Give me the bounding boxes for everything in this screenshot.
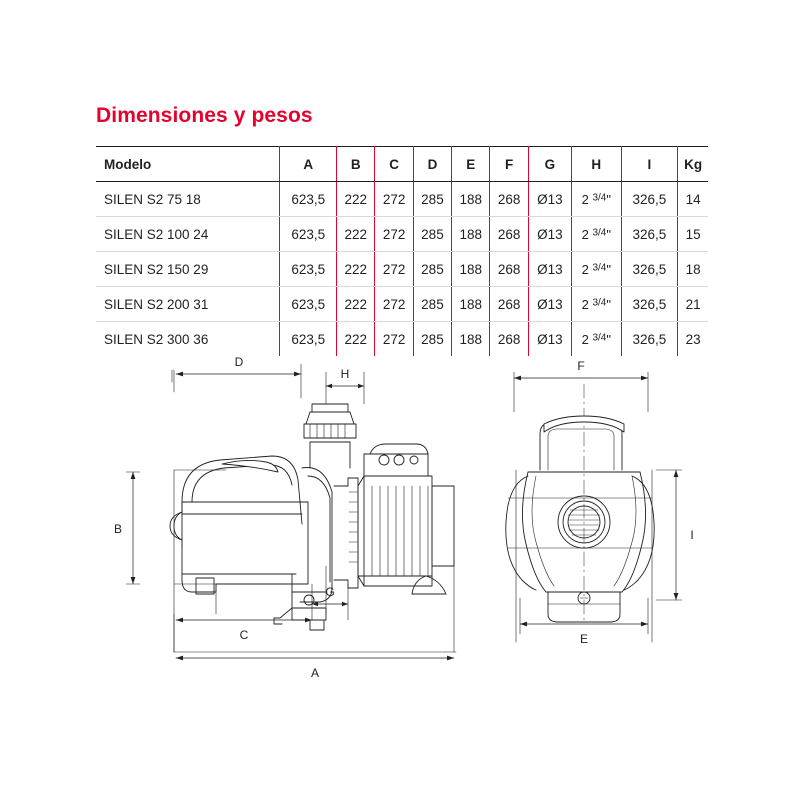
cell-h-numerator: 3 — [592, 332, 599, 343]
column-header-f: F — [490, 147, 528, 182]
cell-h: 2 $^{3/4}$" — [572, 322, 622, 357]
terminal-knob-2 — [394, 455, 404, 465]
label-g: G — [325, 585, 335, 599]
cell-modelo: SILEN S2 150 29 — [96, 252, 280, 287]
side-view-witness-lines — [172, 364, 456, 652]
cell-kg: 18 — [678, 252, 708, 287]
cell-b: 222 — [337, 182, 375, 217]
table-row — [96, 252, 708, 287]
cell-f: 268 — [490, 217, 528, 252]
cell-modelo: SILEN S2 300 36 — [96, 322, 280, 357]
cell-c: 272 — [375, 252, 413, 287]
lid-highlight — [222, 460, 278, 472]
front-wing-right — [624, 476, 654, 590]
cell-c: 272 — [375, 217, 413, 252]
column-header-a: A — [280, 147, 337, 182]
discharge-collar — [304, 424, 356, 438]
front-wing-left — [506, 476, 536, 590]
cell-h-unit: " — [606, 331, 611, 347]
cell-e: 188 — [452, 322, 490, 357]
cell-g: Ø13 — [528, 322, 571, 357]
cell-b: 222 — [337, 217, 375, 252]
cell-h-integer: 2 — [581, 296, 589, 312]
cell-h: 2 $^{3/4}$" — [572, 217, 622, 252]
cell-h-denominator: 4 — [600, 297, 607, 308]
cell-d: 285 — [413, 287, 451, 322]
label-f: F — [577, 359, 585, 373]
cell-h-integer: 2 — [581, 191, 589, 207]
cell-b: 222 — [337, 322, 375, 357]
dimensions-table — [96, 146, 708, 356]
cell-e: 188 — [452, 217, 490, 252]
discharge-outlet — [312, 404, 348, 412]
dimension-line-d — [176, 372, 301, 377]
cell-a: 623,5 — [280, 322, 337, 357]
cell-e: 188 — [452, 182, 490, 217]
cell-b: 222 — [337, 287, 375, 322]
motor-rear — [432, 486, 454, 566]
pump-body — [182, 502, 308, 592]
cell-modelo: SILEN S2 75 18 — [96, 182, 280, 217]
dimension-line-i — [674, 470, 679, 600]
column-header-e: E — [452, 147, 490, 182]
dimension-line-g — [312, 602, 348, 606]
cell-d: 285 — [413, 322, 451, 357]
cell-e: 188 — [452, 252, 490, 287]
cell-h: 2 $^{3/4}$" — [572, 252, 622, 287]
front-body-inner-left — [532, 476, 554, 586]
cell-h-integer: 2 — [581, 261, 589, 277]
lid-rim — [544, 416, 624, 432]
cell-i: 326,5 — [621, 217, 678, 252]
table-header-row — [96, 147, 708, 182]
adapter-ribs — [349, 492, 357, 562]
motor-foot — [412, 576, 446, 594]
terminal-knob-1 — [379, 455, 389, 465]
mounting-foot — [292, 608, 326, 620]
cell-c: 272 — [375, 322, 413, 357]
cell-a: 623,5 — [280, 252, 337, 287]
column-header-i: I — [621, 147, 678, 182]
table-row — [96, 322, 708, 357]
cell-g: Ø13 — [528, 252, 571, 287]
label-b: B — [113, 522, 123, 536]
cell-h-numerator: 3 — [592, 262, 599, 273]
cell-h-unit: " — [606, 261, 611, 277]
terminal-knob-3 — [410, 456, 418, 464]
volute-inner — [308, 476, 330, 582]
base-left — [274, 574, 292, 624]
column-header-b: B — [337, 147, 375, 182]
table-header — [96, 147, 708, 182]
technical-drawing — [96, 352, 708, 702]
terminal-box-lid — [370, 444, 428, 454]
cell-h-numerator: 3 — [592, 192, 599, 203]
cell-h-integer: 2 — [581, 331, 589, 347]
cell-h: 2 $^{3/4}$" — [572, 182, 622, 217]
cell-h-denominator: 4 — [600, 227, 607, 238]
discharge-neck — [310, 442, 350, 468]
front-body-inner-right — [614, 476, 636, 586]
cell-kg: 15 — [678, 217, 708, 252]
column-header-modelo: Modelo — [96, 147, 280, 182]
dimension-line-b — [126, 472, 140, 584]
label-i: I — [690, 528, 694, 542]
column-header-g: G — [528, 147, 571, 182]
cell-f: 268 — [490, 322, 528, 357]
lid-handle-left — [170, 502, 182, 548]
cell-i: 326,5 — [621, 252, 678, 287]
cell-g: Ø13 — [528, 217, 571, 252]
cell-modelo: SILEN S2 200 31 — [96, 287, 280, 322]
motor-housing — [358, 476, 432, 586]
dimension-line-h — [326, 384, 364, 388]
cell-kg: 14 — [678, 182, 708, 217]
column-header-c: C — [375, 147, 413, 182]
column-header-kg: Kg — [678, 147, 708, 182]
cell-modelo: SILEN S2 100 24 — [96, 217, 280, 252]
cell-h: 2 $^{3/4}$" — [572, 287, 622, 322]
cell-h-numerator: 3 — [592, 227, 599, 238]
cell-i: 326,5 — [621, 322, 678, 357]
label-d: D — [234, 355, 244, 369]
cell-g: Ø13 — [528, 287, 571, 322]
cell-h-denominator: 4 — [600, 332, 607, 343]
side-view — [126, 364, 456, 660]
cell-a: 623,5 — [280, 287, 337, 322]
cell-kg: 23 — [678, 322, 708, 357]
mounting-hole — [304, 595, 314, 605]
front-view — [506, 372, 682, 642]
cell-e: 188 — [452, 287, 490, 322]
lid-handle-inner — [174, 512, 182, 540]
cell-d: 285 — [413, 182, 451, 217]
cell-h-unit: " — [606, 296, 611, 312]
cell-h-integer: 2 — [581, 226, 589, 242]
label-a: A — [310, 666, 320, 680]
table-row — [96, 182, 708, 217]
cell-a: 623,5 — [280, 182, 337, 217]
label-h: H — [340, 367, 350, 381]
cell-h-numerator: 3 — [592, 297, 599, 308]
table-row — [96, 217, 708, 252]
foot-pad — [310, 620, 324, 630]
column-header-d: D — [413, 147, 451, 182]
collar-threads — [310, 424, 345, 438]
page-title: Dimensiones y pesos — [96, 104, 313, 127]
cell-h-denominator: 4 — [600, 192, 607, 203]
cell-c: 272 — [375, 287, 413, 322]
volute-outline — [300, 468, 335, 603]
front-view-witness-lines — [514, 372, 682, 642]
cell-c: 272 — [375, 182, 413, 217]
cell-d: 285 — [413, 217, 451, 252]
cell-f: 268 — [490, 287, 528, 322]
cell-h-unit: " — [606, 191, 611, 207]
cell-i: 326,5 — [621, 287, 678, 322]
pump-dimension-drawing — [96, 352, 708, 702]
cell-g: Ø13 — [528, 182, 571, 217]
cell-i: 326,5 — [621, 182, 678, 217]
prefilter-lid-front-inner — [548, 429, 614, 470]
cell-h-unit: " — [606, 226, 611, 242]
terminal-box — [364, 454, 428, 476]
column-header-h: H — [572, 147, 622, 182]
cell-b: 222 — [337, 252, 375, 287]
cell-a: 623,5 — [280, 217, 337, 252]
dimension-line-f — [514, 376, 648, 381]
dimension-line-a — [176, 656, 454, 661]
cell-kg: 21 — [678, 287, 708, 322]
cell-f: 268 — [490, 182, 528, 217]
label-e: E — [579, 632, 589, 646]
label-c: C — [239, 628, 249, 642]
table-row — [96, 287, 708, 322]
cell-d: 285 — [413, 252, 451, 287]
cell-f: 268 — [490, 252, 528, 287]
motor-fins — [372, 486, 428, 576]
table-body — [96, 182, 708, 357]
motor-adapter — [334, 478, 358, 588]
cell-h-denominator: 4 — [600, 262, 607, 273]
discharge-flange — [306, 412, 354, 424]
